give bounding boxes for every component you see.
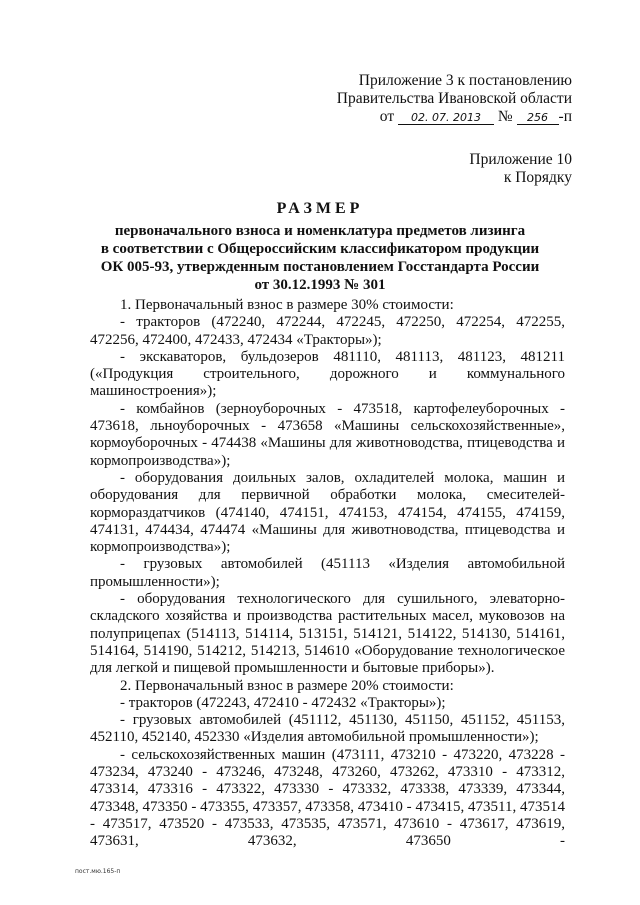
subtitle-line: ОК 005-93, утвержденным постановлением Госстандарта России bbox=[100, 259, 540, 275]
list-item: - грузовых автомобилей (451113 «Изделия автомобильной промышленности»); bbox=[90, 556, 565, 590]
subtitle-line: в соответствии с Общероссийским классификатором продукции bbox=[100, 241, 540, 257]
list-item: - тракторов (472240, 472244, 472245, 472250, 472254, 472255, 472256, 472400, 472433, 472434 «Тракторы»); bbox=[90, 314, 565, 348]
number-suffix: -п bbox=[558, 108, 572, 125]
approval-block bbox=[337, 72, 572, 126]
subtitle-line: первоначального взноса и номенклатура предметов лизинга bbox=[114, 223, 526, 239]
from-label: от bbox=[379, 108, 395, 125]
list-item: - комбайнов (зерноуборочных - 473518, картофелеуборочных - 473618, льноуборочных - 473658 «Машины сельскохозяйственные», кормоуборочных - 474438 «Машины для животноводства, птицеводства и кормопроизводства»); bbox=[90, 400, 565, 469]
list-item: - сельскохозяйственных машин (473111, 473210 - 473220, 473228 - 473234, 473240 - 473246, 473248, 473260, 473262, 473310 - 473312, 473314, 473316 - 473322, 473330 - 473332, 473338, 473339, 473344, 473348, 473350 - 473355, 473357, 473358, 473410 - 473415, 473511, 473514 - 473517, 473520 - 473533, 473535, 473571, 473610 - 473617, 473619, 473631, 473632, 473650 - bbox=[90, 746, 565, 850]
list-item: - грузовых автомобилей (451112, 451130, 451150, 451152, 451153, 452110, 452140, 452330 «Изделия автомобильной промышленности»); bbox=[90, 712, 565, 746]
section-heading-2: 2. Первоначальный взнос в размере 20% стоимости: bbox=[120, 677, 454, 694]
document-title: РАЗМЕР bbox=[276, 200, 364, 217]
date-number-line bbox=[337, 108, 572, 126]
appendix3-line2: Правительства Ивановской области bbox=[336, 90, 572, 107]
list-item: - оборудования доильных залов, охладителей молока, машин и оборудования для первичной обработки молока, смесителей-кормораздатчиков (474140, 474151, 474153, 474154, 474155, 474159, 474131, 474434, 474474 «Машины для животноводства, птицеводства и кормопроизводства»); bbox=[90, 469, 565, 556]
handwritten-number: 256 bbox=[517, 111, 559, 125]
appendix10-block bbox=[469, 151, 572, 187]
handwritten-date: 02. 07. 2013 bbox=[398, 111, 494, 125]
document-subtitle bbox=[90, 222, 550, 294]
footer-file-code: пост.мю.165-п bbox=[75, 868, 121, 875]
appendix10-line1: Приложение 10 bbox=[469, 151, 572, 168]
section-heading-1: 1. Первоначальный взнос в размере 30% стоимости: bbox=[120, 297, 454, 313]
list-item: - оборудования технологического для сушильного, элеваторно-складского хозяйства и производства растительных масел, муковозов на полуприцепах (514113, 514114, 513151, 514121, 514122, 514130, 514161, 514164, 514190, 514212, 514213, 514610 «Оборудование технологическое для легкой и пищевой промышленности и бытовые приборы»). bbox=[90, 591, 565, 677]
list-item: - экскаваторов, бульдозеров 481110, 481113, 481123, 481211 («Продукция строительного, дорожного и коммунального машиностроения»); bbox=[90, 348, 565, 400]
subtitle-line: от 30.12.1993 № 301 bbox=[254, 277, 386, 293]
appendix3-line1: Приложение 3 к постановлению bbox=[358, 72, 572, 89]
appendix10-line2: к Порядку bbox=[503, 169, 572, 186]
list-item: - тракторов (472243, 472410 - 472432 «Тракторы»); bbox=[120, 694, 446, 711]
document-body bbox=[90, 297, 565, 851]
number-label: № bbox=[497, 108, 513, 125]
